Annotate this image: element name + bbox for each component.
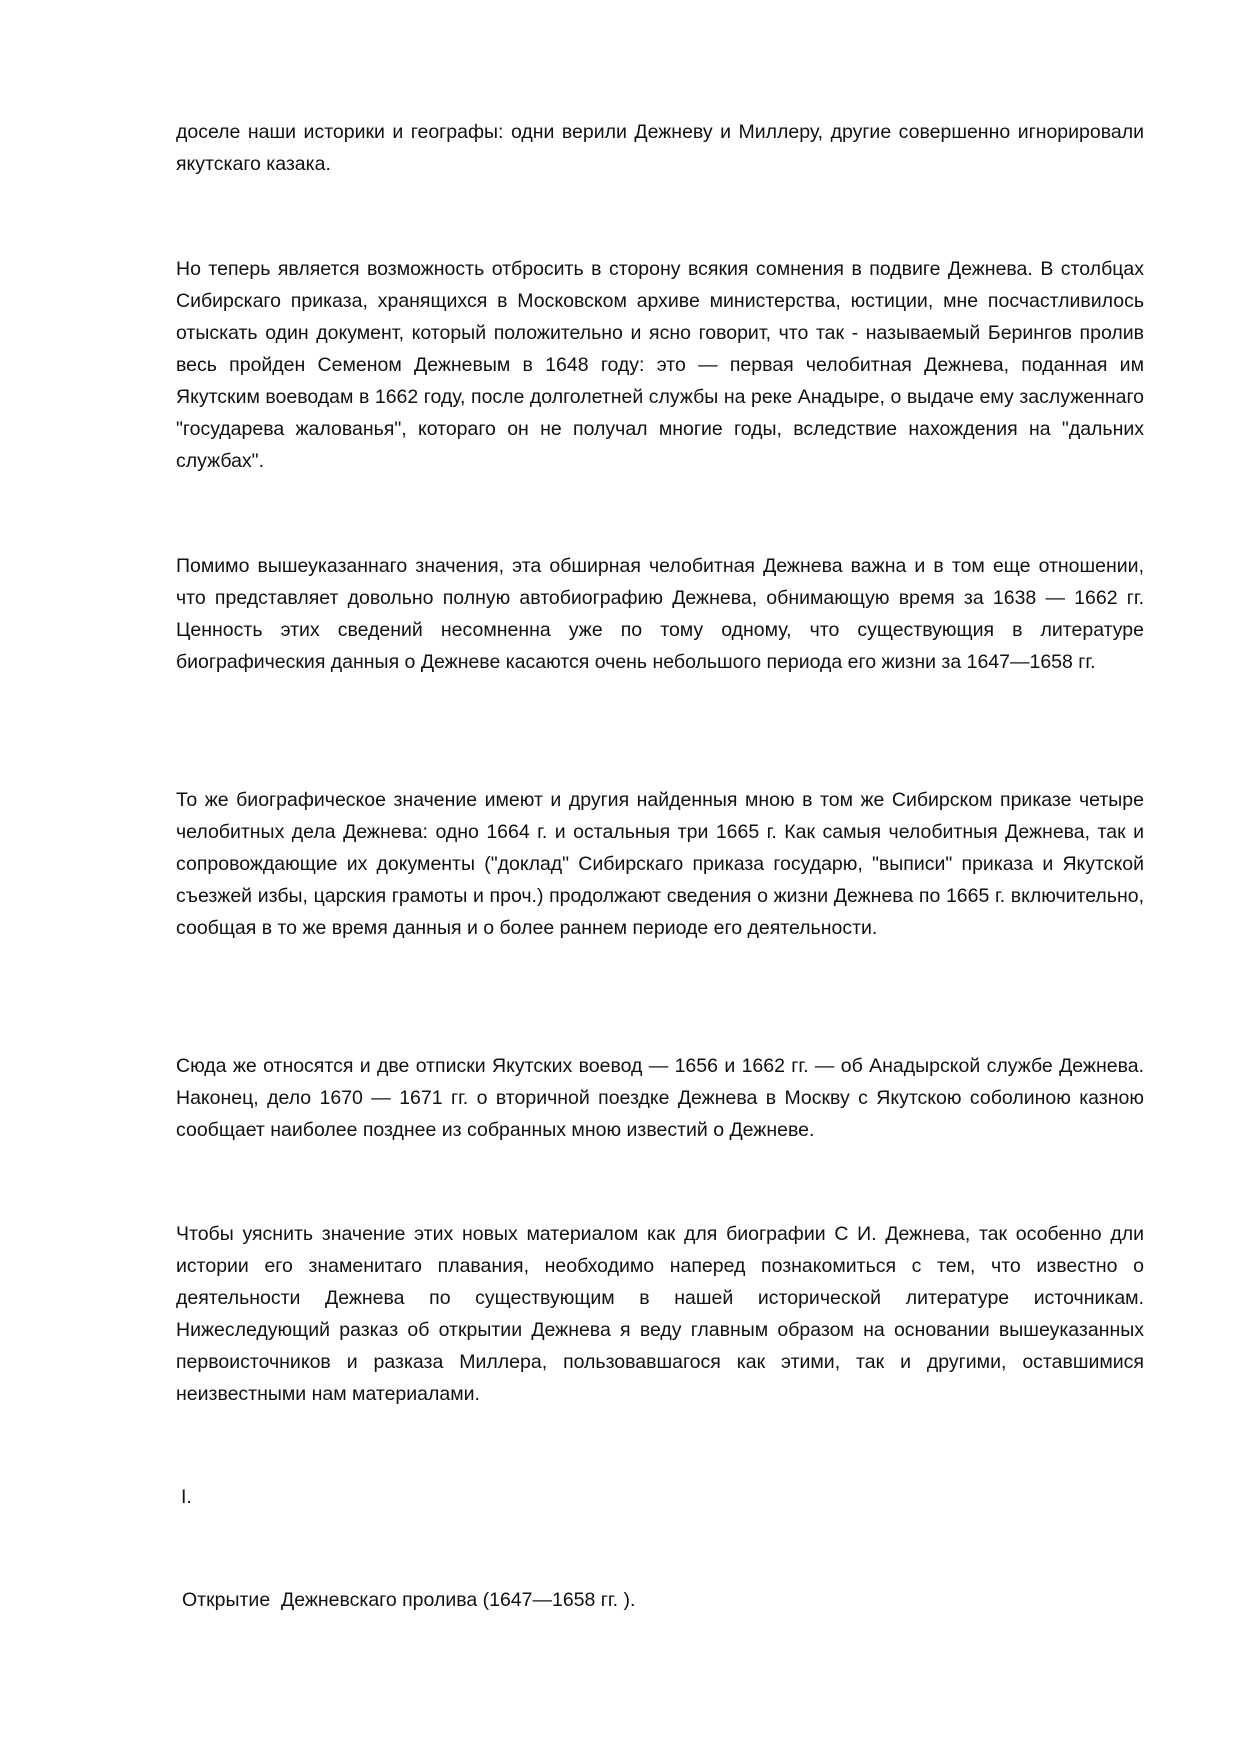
paragraph-3: Помимо вышеуказаннаго значения, эта обширная челобитная Дежнева важна и в том еще отношении, что представляет довольно полную автобиографию Дежнева, обнимающую время за 1638 — 1662 гг. Ценность этих сведений несомненна уже по тому одному, что существующия в литературе биографическия данныя о Дежневе касаются очень небольшого периода его жизни за 1647—1658 гг.: [176, 555, 1144, 673]
section-title: Открытие Дежневскаго пролива (1647—1658 гг. ).: [182, 1589, 636, 1611]
paragraph-5: Сюда же относятся и две отписки Якутских воевод — 1656 и 1662 гг. — об Анадырской службе Дежнева. Наконец, дело 1670 — 1671 гг. о вторичной поездке Дежнева в Москву с Якутскою соболиною казною сообщает наиболее позднее из собранных мною известий о Дежневе.: [176, 1055, 1144, 1141]
paragraph-2: Но теперь является возможность отбросить в сторону всякия сомнения в подвиге Дежнева. В столбцах Сибирскаго приказа, хранящихся в Московском архиве министерства, юстиции, мне посчастливилось отыскать один документ, который положительно и ясно говорит, что так - называемый Берингов пролив весь пройден Семеном Дежневым в 1648 году: это — первая челобитная Дежнева, поданная им Якутским воеводам в 1662 году, после долголетней службы на реке Анадыре, о выдаче ему заслуженнаго "государева жалованья", котораго он не получал многие годы, вследствие нахождения на "дальних службах".: [176, 258, 1144, 472]
paragraph-4: То же биографическое значение имеют и другия найденныя мною в том же Сибирском приказе четыре челобитных дела Дежнева: одно 1664 г. и остальныя три 1665 г. Как самыя челобитныя Дежнева, так и сопровождающие их документы ("доклад" Сибирскаго приказа государю, "выписи" приказа и Якутской съезжей избы, царския грамоты и проч.) продолжают сведения о жизни Дежнева по 1665 г. включительно, сообщая в то же время данныя и о более раннем периоде его деятельности.: [176, 789, 1144, 939]
paragraph-1: доселе наши историки и географы: одни верили Дежневу и Миллеру, другие совершенно игнорировали якутскаго казака.: [176, 121, 1144, 175]
section-number: I.: [181, 1486, 192, 1508]
paragraph-6: Чтобы уяснить значение этих новых материалом как для биографии С И. Дежнева, так особенно дли истории его знаменитаго плавания, необходимо наперед познакомиться с тем, что известно о деятельности Дежнева по существующим в нашей исторической литературе источникам. Нижеследующий разказ об открытии Дежнева я веду главным образом на основании вышеуказанных первоисточников и разказа Миллера, пользовавшагося как этими, так и другими, оставшимися неизвестными нам материалами.: [176, 1223, 1144, 1405]
